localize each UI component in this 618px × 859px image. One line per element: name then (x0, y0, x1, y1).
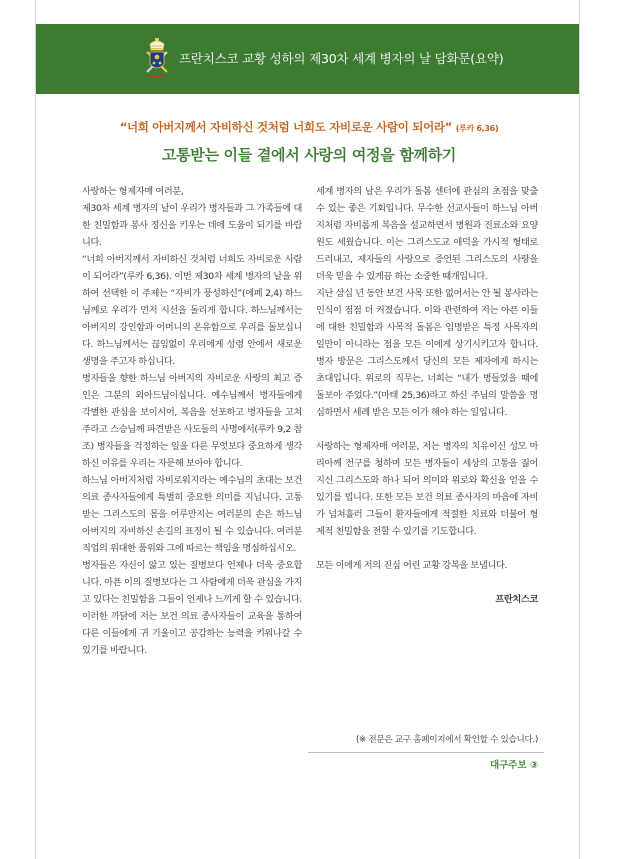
page-number: 대구주보 ③ (489, 760, 538, 771)
quote-text: “너희 아버지께서 자비하신 것처럼 너희도 자비로운 사람이 되어라” (119, 120, 452, 134)
paragraph: 사랑하는 형제자매 여러분, (82, 186, 184, 197)
footnote: (※ 전문은 교구 홈페이지에서 확인할 수 있습니다.) (355, 735, 538, 745)
paragraph: 모든 이에게 저의 진심 어린 교황 강복을 보냅니다. (316, 560, 508, 571)
paragraph: 하느님 아버지처럼 자비로워지라는 예수님의 초대는 보건 의료 종사자들에게 특별히 중요한 의미를 지닙니다. 고통받는 그리스도의 몸을 어루만지는 여러분의 손은 하느님 아버지의 자비하신 손길의 표징이 될 수 있습니다. 여러분 직업의 위대한 품위와 그에 따르는 책임을 명심하십시오. (82, 475, 302, 554)
paragraph: 사랑하는 형제자매 여러분, 저는 병자의 치유이신 성모 마리아께 전구를 청하며 모든 병자들이 세상의 고통을 짊어지신 그리스도와 하나 되어 의미와 위로와 확신을 얻을 수 있기를 빕니다. 또한 모든 보건 의료 종사자의 마음에 자비가 넘쳐흘러 그들이 환자들에게 적절한 치료와 더불어 형제적 친밀함을 전할 수 있기를 기도합니다. (316, 441, 538, 537)
quote-reference: (루카 6,36) (455, 124, 499, 133)
paragraph: 지난 삼십 년 동안 보건 사목 또한 없어서는 안 될 봉사라는 인식이 점점 더 커졌습니다. 이와 관련하여 저는 아픈 이들에 대한 친밀함과 사목적 돌봄은 임명받은 특정 사목자의 일만이 아니라는 점을 모든 이에게 상기시키고자 합니다. 병자 방문은 그리스도께서 당신의 모든 제자에게 하시는 초대입니다. 위로의 직무는, 너희는 “내가 병들었을 때에 돌보아 주었다.”(마태 25,36)라고 하신 주님의 말씀을 명심하면서 세례 받은 모든 이가 해야 하는 일입니다. (316, 288, 538, 418)
header-banner (36, 24, 579, 94)
right-column (316, 183, 538, 608)
papal-coat-of-arms-icon (144, 38, 170, 80)
article-title: 고통받는 이들 곁에서 사랑의 여정을 함께하기 (161, 146, 457, 164)
paragraph: 제30차 세계 병자의 날이 우리가 병자들과 그 가족들에 대한 친밀함과 봉사 정신을 키우는 데에 도움이 되기를 바랍니다. (82, 203, 302, 248)
paragraph: 병자들을 향한 하느님 아버지의 자비로운 사랑의 최고 증인은 그분의 외아드님이십니다. 예수님께서 병자들에게 각별한 관심을 보이시어, 복음을 선포하고 병자들을 고쳐 주라고 스승님께 파견받은 사도들의 사명에서(루카 9,2 참조) 병자들을 걱정하는 일을 다른 무엇보다 중요하게 생각하신 이유를 우리는 자문해 보아야 합니다. (82, 373, 302, 469)
paragraph: 세계 병자의 날은 우리가 돌봄 센터에 관심의 초점을 맞출 수 있는 좋은 기회입니다. 무수한 선교사들이 하느님 아버지처럼 자비롭게 복음을 설교하면서 병원과 진료소와 요양원도 세웠습니다. 이는 그리스도교 애덕을 가시적 형태로 드러내고, 제자들의 사랑으로 증언된 그리스도의 사랑을 더욱 믿을 수 있게끔 하는 소중한 때개입니다. (316, 186, 538, 282)
left-column (82, 183, 302, 659)
footer-divider (308, 752, 544, 753)
scripture-quote (0, 119, 618, 135)
header-title: 프란치스코 교황 성하의 제30차 세계 병자의 날 담화문(요약) (179, 51, 504, 66)
paragraph: “너희 아버지께서 자비하신 것처럼 너희도 자비로운 사람이 되어라”(루카 6,36). 이번 제30차 세계 병자의 날을 위하여 선택한 이 주제는 “자비가 풍성하신”(에페 2,4) 하느님께로 우리가 먼저 시선을 돌리게 합니다. 하느님께서는 아버지의 강인함과 어머니의 온유함으로 우리를 돌보십니다. 하느님께서는 끊임없이 우리에게 성령 안에서 새로운 생명을 주고자 하십니다. (82, 254, 302, 367)
paragraph: 병자들은 자신이 앓고 있는 질병보다 언제나 더욱 중요합니다. 아픈 이의 질병보다는 그 사람에게 더욱 관심을 가지고 있다는 친밀함을 그들이 언제나 느끼게 할 수 있습니다. 이러한 까닭에 저는 보건 의료 종사자들이 교육을 통하여 다른 이들에게 귀 기울이고 공감하는 능력을 키워나갈 수 있기를 바랍니다. (82, 560, 302, 656)
signature: 프란치스코 (495, 594, 538, 605)
